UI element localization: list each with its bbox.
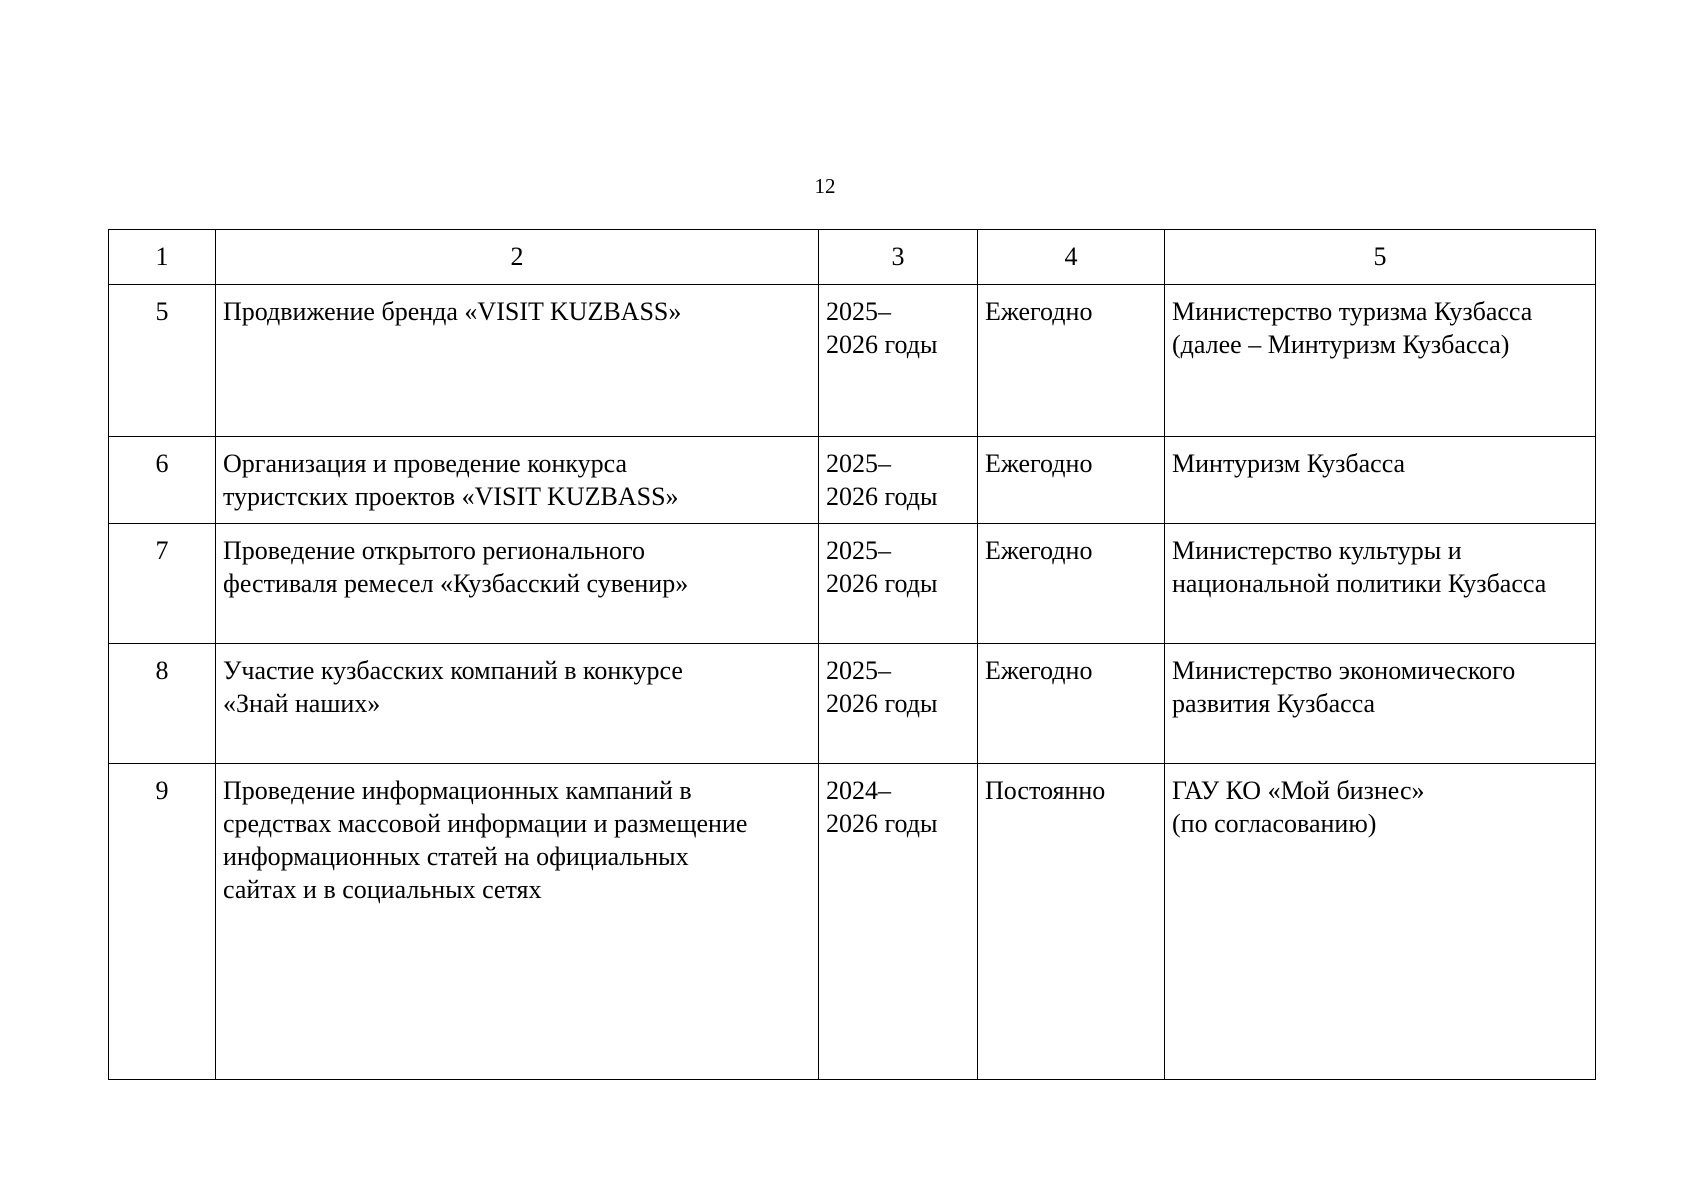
frequency-cell: Ежегодно [978, 644, 1165, 764]
activities-table [108, 229, 1596, 1080]
frequency-cell: Ежегодно [978, 437, 1165, 524]
frequency-cell: Ежегодно [978, 524, 1165, 644]
activity-cell: Проведение открытого регионального фестиваля ремесел «Кузбасский сувенир» [216, 524, 819, 644]
table-row [109, 285, 1596, 437]
table-header-row [109, 230, 1596, 285]
activity-cell: Организация и проведение конкурса туристских проектов «VISIT KUZBASS» [216, 437, 819, 524]
activity-cell: Продвижение бренда «VISIT KUZBASS» [216, 285, 819, 437]
row-number: 5 [109, 285, 216, 437]
activity-cell: Участие кузбасских компаний в конкурсе «Знай наших» [216, 644, 819, 764]
frequency-cell: Ежегодно [978, 285, 1165, 437]
period-cell: 2024– 2026 годы [819, 764, 978, 1080]
table-row [109, 524, 1596, 644]
frequency-cell: Постоянно [978, 764, 1165, 1080]
row-number: 9 [109, 764, 216, 1080]
table-row [109, 764, 1596, 1080]
page-number: 12 [814, 174, 836, 198]
activity-cell: Проведение информационных кампаний в средствах массовой информации и размещение информационных статей на официальных сайтах и в социальных сетях [216, 764, 819, 1080]
period-cell: 2025– 2026 годы [819, 437, 978, 524]
row-number: 8 [109, 644, 216, 764]
column-header: 4 [978, 230, 1165, 285]
column-header: 5 [1165, 230, 1596, 285]
responsible-cell: ГАУ КО «Мой бизнес» (по согласованию) [1165, 764, 1596, 1080]
responsible-cell: Министерство экономического развития Кузбасса [1165, 644, 1596, 764]
responsible-cell: Минтуризм Кузбасса [1165, 437, 1596, 524]
column-header: 2 [216, 230, 819, 285]
period-cell: 2025– 2026 годы [819, 524, 978, 644]
row-number: 6 [109, 437, 216, 524]
table-row [109, 437, 1596, 524]
column-header: 3 [819, 230, 978, 285]
column-header: 1 [109, 230, 216, 285]
table-row [109, 644, 1596, 764]
row-number: 7 [109, 524, 216, 644]
responsible-cell: Министерство культуры и национальной политики Кузбасса [1165, 524, 1596, 644]
period-cell: 2025– 2026 годы [819, 285, 978, 437]
responsible-cell: Министерство туризма Кузбасса (далее – Минтуризм Кузбасса) [1165, 285, 1596, 437]
period-cell: 2025– 2026 годы [819, 644, 978, 764]
